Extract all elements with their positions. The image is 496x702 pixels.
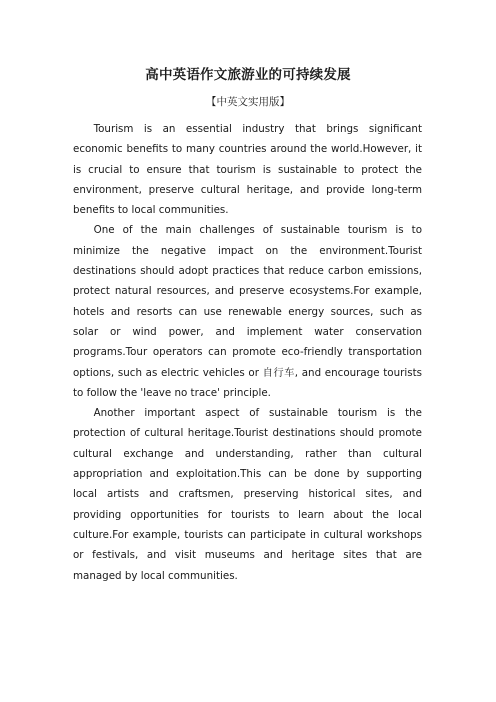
document-title: 高中英语作文旅游业的可持续发展 — [145, 67, 351, 83]
paragraph-2: One of the main challenges of sustainable tourism is to minimize the negative impact on the environment.Tourist destinations should adopt practices that reduce carbon emissions, protect natural resources, and preserve ecosystems.For example, hotels and resorts can use renewable energy sources, such as solar or wind power, and implement water conservation programs.Tour operators can promote eco-friendly transportation options, such as electric vehicles or 自行车, and encourage tourists to follow the 'leave no trace' principle. — [73, 224, 422, 399]
document-body — [73, 119, 422, 586]
paragraph-3: Another important aspect of sustainable tourism is the protection of cultural heritage.Tourist destinations should promote cultural exchange and understanding, rather than cultural appropriation and exploitation.This can be done by supporting local artists and craftsmen, preserving historical sites, and providing opportunities for tourists to learn about the local culture.For example, tourists can participate in cultural workshops or festivals, and visit museums and heritage sites that are managed by local communities. — [73, 407, 422, 582]
paragraph-1: Tourism is an essential industry that brings significant economic benefits to many countries around the world.However, it is crucial to ensure that tourism is sustainable to protect the environment, preserve cultural heritage, and provide long-term benefits to local communities. — [73, 123, 422, 217]
document-subtitle: 【中英文实用版】 — [206, 96, 290, 108]
